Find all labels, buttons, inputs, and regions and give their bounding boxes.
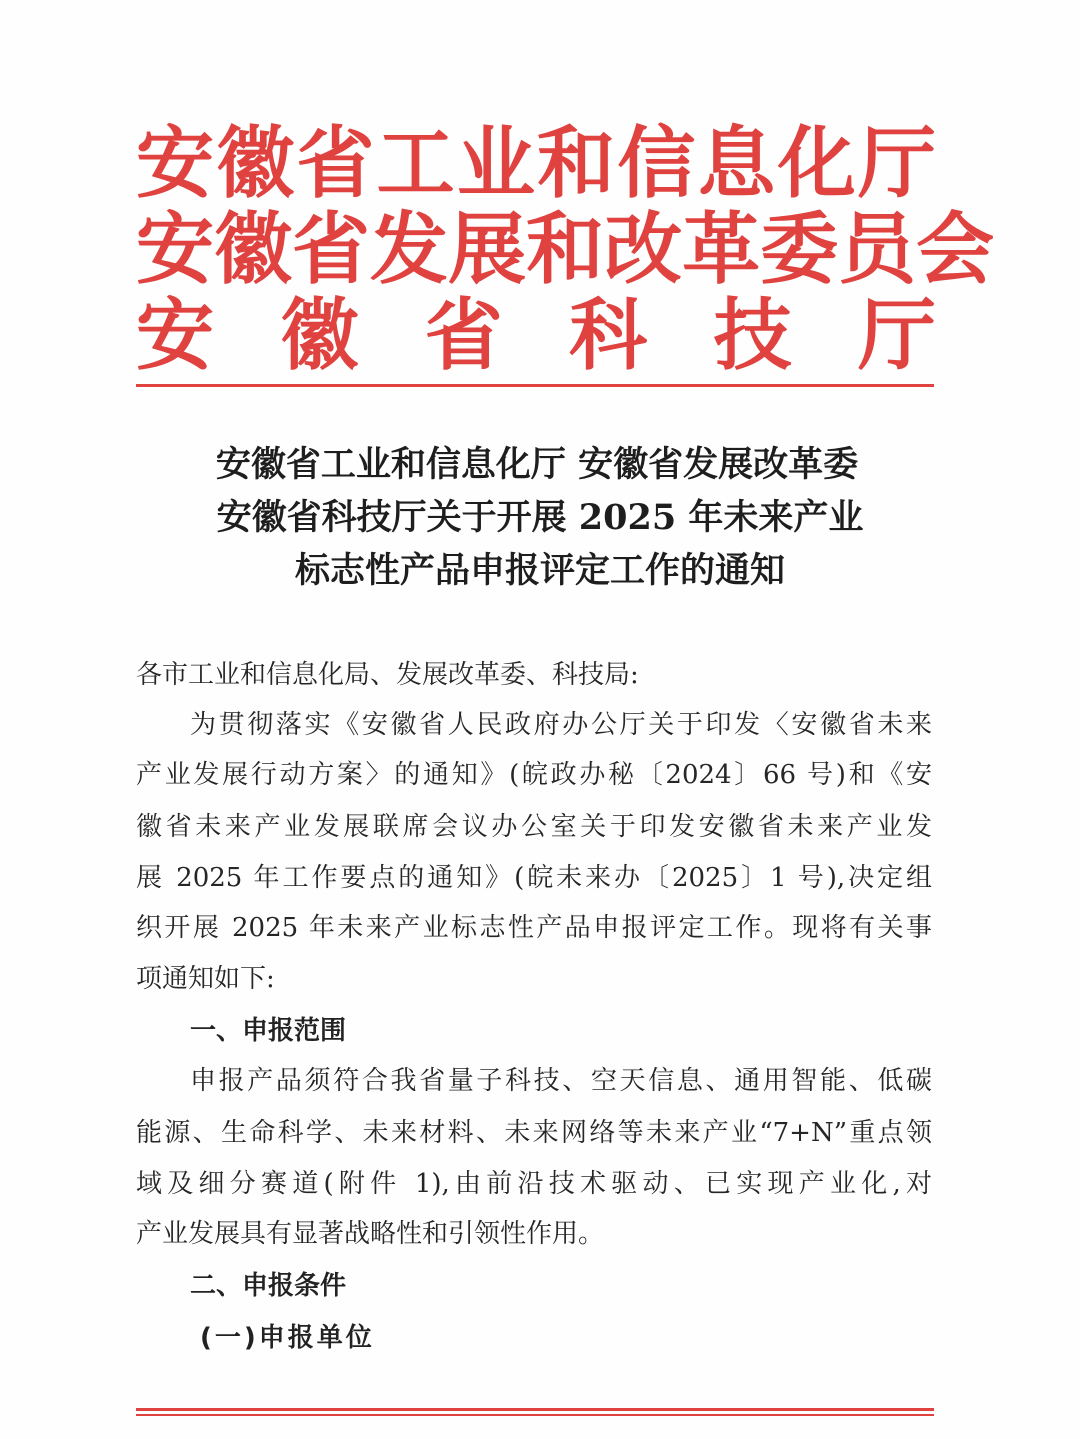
letterhead-line-2 (136, 204, 995, 295)
intro-line: 徽省未来产业发展联席会议办公室关于印发安徽省未来产业发 (136, 812, 932, 842)
letterhead-char: 徽 (216, 118, 295, 209)
letterhead-char: 发 (370, 204, 449, 295)
letterhead-char: 和 (537, 118, 616, 209)
letterhead-char: 技 (713, 290, 792, 381)
intro-line: 织开展 2025 年未来产业标志性产品申报评定工作。现将有关事 (136, 913, 932, 943)
letterhead-char: 员 (838, 204, 917, 295)
letterhead-char: 科 (569, 290, 648, 381)
letterhead-char: 会 (916, 204, 995, 295)
letterhead-line-3 (136, 290, 936, 381)
footer-divider-bottom (136, 1414, 934, 1416)
letterhead-line-1 (136, 118, 936, 209)
letterhead-char: 息 (697, 118, 776, 209)
letterhead-char: 安 (136, 290, 215, 381)
letterhead-char: 厅 (857, 118, 936, 209)
document-title-line-2: 安徽省科技厅关于开展 2025 年未来产业 (216, 497, 864, 538)
letterhead-char: 徽 (280, 290, 359, 381)
section1-line: 域及细分赛道(附件 1),由前沿技术驱动、已实现产业化,对 (136, 1169, 932, 1199)
letterhead-char: 省 (424, 290, 503, 381)
document-title-line-3: 标志性产品申报评定工作的通知 (294, 550, 785, 591)
letterhead-char: 省 (296, 118, 375, 209)
letterhead-char: 厅 (857, 290, 936, 381)
letterhead-char: 省 (292, 204, 371, 295)
letterhead-char: 业 (456, 118, 535, 209)
intro-line: 项通知如下: (136, 964, 275, 994)
footer-divider-top (136, 1408, 934, 1411)
letterhead-char: 化 (777, 118, 856, 209)
letterhead-char: 安 (136, 204, 215, 295)
section-heading-conditions: 二、申报条件 (190, 1271, 347, 1301)
letterhead-char: 改 (604, 204, 683, 295)
letterhead-char: 工 (376, 118, 455, 209)
intro-line: 产业发展行动方案〉的通知》(皖政办秘〔2024〕66 号)和《安 (136, 760, 932, 790)
intro-line: 为贯彻落实《安徽省人民政府办公厅关于印发〈安徽省未来 (190, 710, 932, 740)
section1-line: 能源、生命科学、未来材料、未来网络等未来产业“7+N”重点领 (136, 1118, 932, 1148)
letterhead-char: 革 (682, 204, 761, 295)
letterhead-char: 安 (136, 118, 215, 209)
section1-line: 申报产品须符合我省量子科技、空天信息、通用智能、低碳 (190, 1066, 932, 1096)
intro-line: 展 2025 年工作要点的通知》(皖未来办〔2025〕1 号),决定组 (136, 863, 932, 893)
letterhead-char: 委 (760, 204, 839, 295)
subsection-heading-applicant: (一)申报单位 (200, 1323, 375, 1353)
document-title-line-1: 安徽省工业和信息化厅 安徽省发展改革委 (215, 444, 859, 485)
letterhead-char: 和 (526, 204, 605, 295)
letterhead-char: 展 (448, 204, 527, 295)
letterhead-divider (136, 384, 934, 387)
letterhead-char: 信 (617, 118, 696, 209)
section1-line: 产业发展具有显著战略性和引领性作用。 (136, 1219, 605, 1249)
addressee: 各市工业和信息化局、发展改革委、科技局: (136, 660, 639, 690)
section-heading-scope: 一、申报范围 (190, 1016, 347, 1046)
letterhead-char: 徽 (214, 204, 293, 295)
